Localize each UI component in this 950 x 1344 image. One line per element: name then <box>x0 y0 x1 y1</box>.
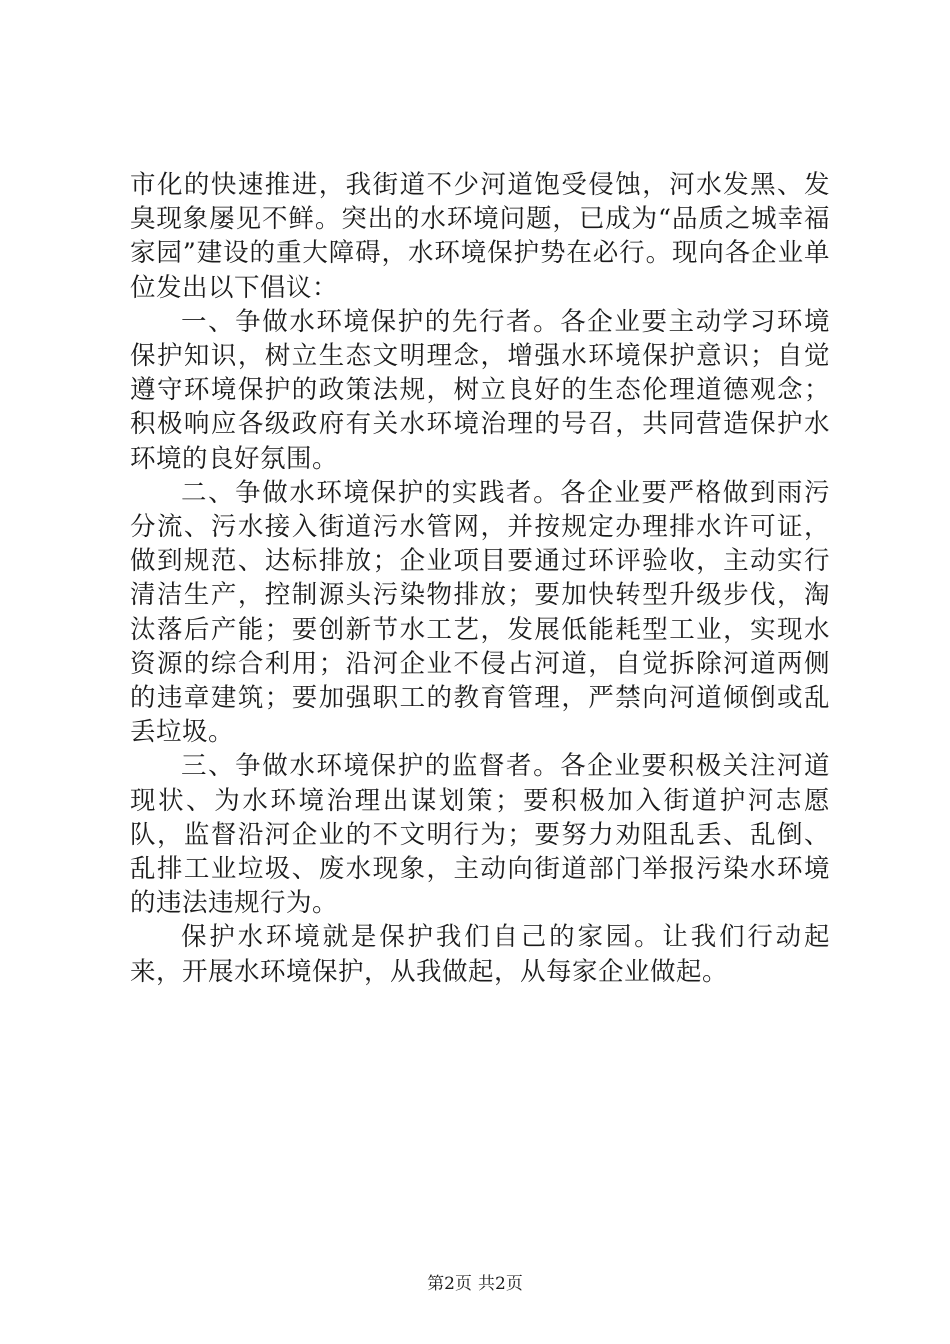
paragraph-continuation: 市化的快速推进，我街道不少河道饱受侵蚀，河水发黑、发臭现象屡见不鲜。突出的水环境问题，已成为“品质之城幸福家园”建设的重大障碍，水环境保护势在必行。现向各企业单位发出以下倡议： <box>130 170 830 303</box>
paragraph-proposal-2: 二、争做水环境保护的实践者。各企业要严格做到雨污分流、污水接入街道污水管网，并按规定办理排水许可证，做到规范、达标排放；企业项目要通过环评验收，主动实行清洁生产，控制源头污染物排放；要加快转型升级步伐，淘汰落后产能；要创新节水工艺，发展低能耗型工业，实现水资源的综合利用；沿河企业不侵占河道，自觉拆除河道两侧的违章建筑；要加强职工的教育管理，严禁向河道倾倒或乱丢垃圾。 <box>130 477 830 748</box>
page-footer <box>0 1272 950 1296</box>
page-number-total: 共2页 <box>478 1274 523 1294</box>
paragraph-proposal-3: 三、争做水环境保护的监督者。各企业要积极关注河道现状、为水环境治理出谋划策；要积极加入街道护河志愿队，监督沿河企业的不文明行为；要努力劝阻乱丢、乱倒、乱排工业垃圾、废水现象，主动向街道部门举报污染水环境的违法违规行为。 <box>130 751 830 919</box>
paragraph-proposal-1: 一、争做水环境保护的先行者。各企业要主动学习环境保护知识，树立生态文明理念，增强水环境保护意识；自觉遵守环境保护的政策法规，树立良好的生态伦理道德观念；积极响应各级政府有关水环境治理的号召，共同营造保护水环境的良好氛围。 <box>130 306 830 474</box>
paragraph-closing: 保护水环境就是保护我们自己的家园。让我们行动起来，开展水环境保护，从我做起，从每家企业做起。 <box>130 922 830 987</box>
document-body <box>130 168 830 989</box>
page-number-current: 第2页 <box>427 1274 472 1294</box>
